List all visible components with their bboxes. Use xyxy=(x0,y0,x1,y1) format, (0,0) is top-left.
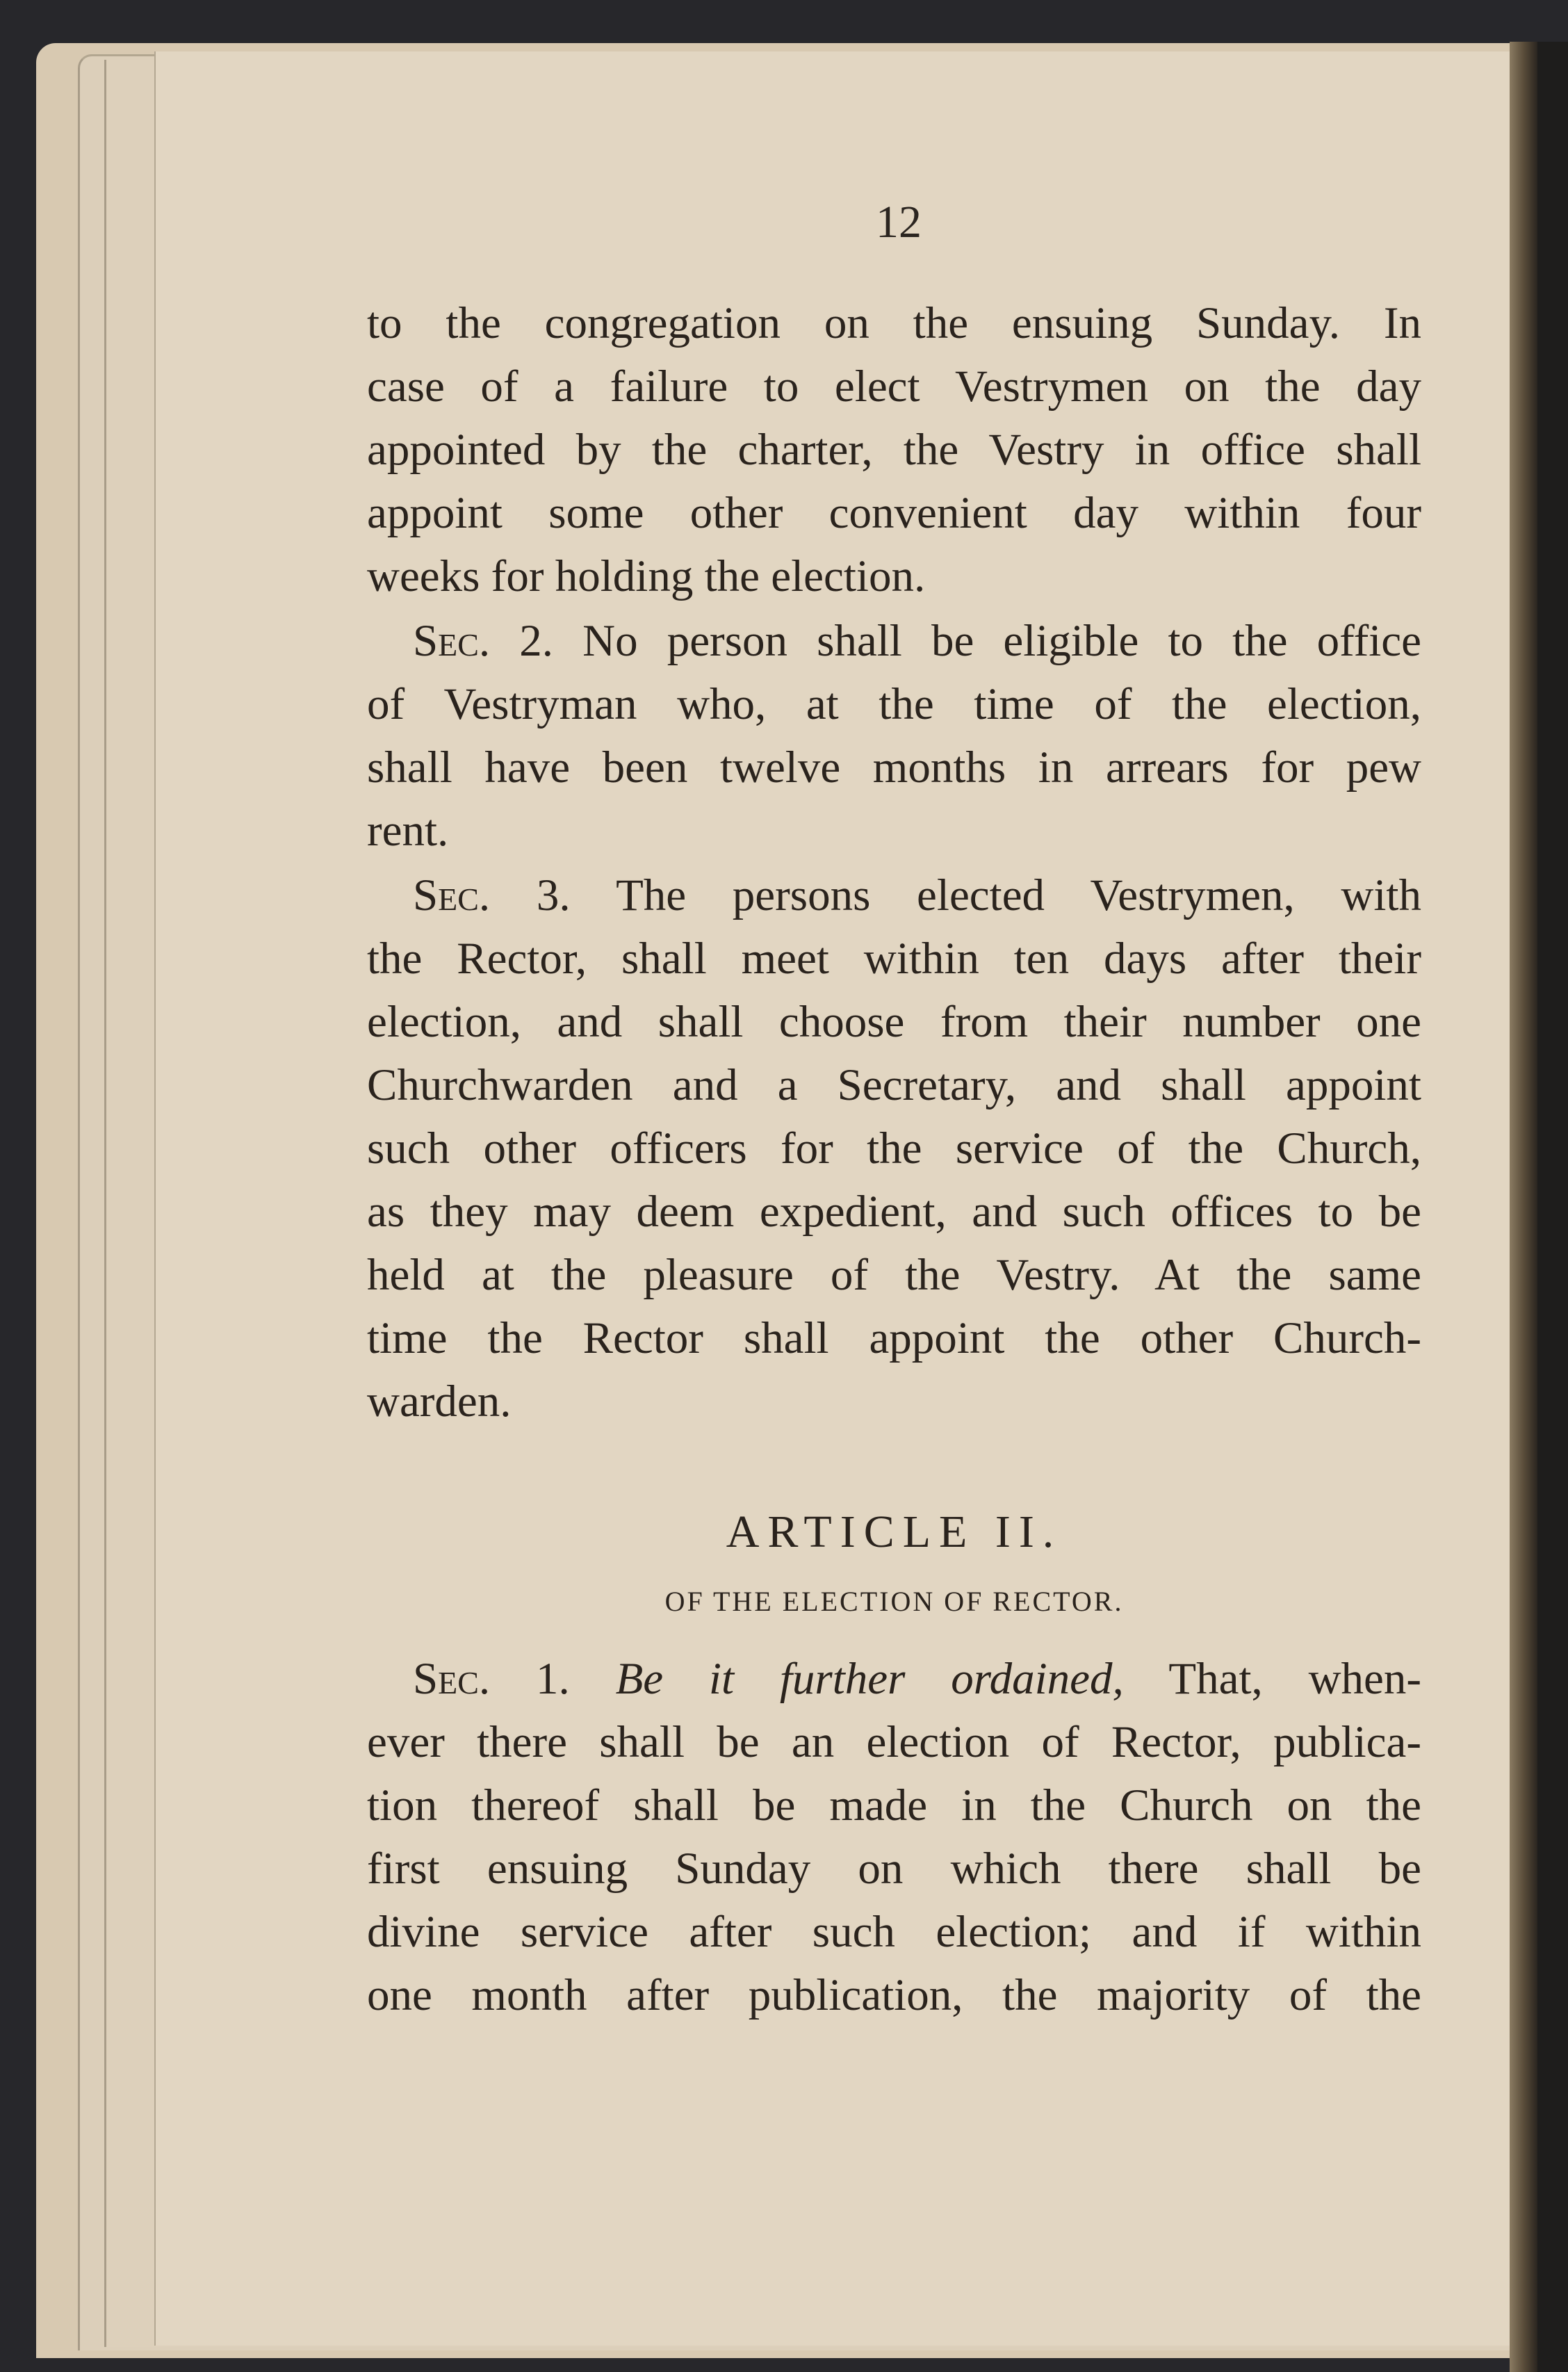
text-line xyxy=(367,1648,1421,1711)
text-line xyxy=(367,1180,1421,1244)
section-paragraph xyxy=(367,292,1421,608)
line-text: as they may deem expedient, and such offices to be xyxy=(367,1187,1421,1237)
text-line xyxy=(367,292,1421,355)
line-text: such other officers for the service of the Church, xyxy=(367,1123,1421,1173)
text-line xyxy=(367,1307,1421,1370)
text-line xyxy=(367,1244,1421,1307)
line-text: shall have been twelve months in arrears for pew xyxy=(367,742,1421,793)
line-text: election, and shall choose from their number one xyxy=(367,997,1421,1047)
section-paragraph xyxy=(367,864,1421,1433)
text-line xyxy=(367,419,1421,482)
line-text: the Rector, shall meet within ten days after their xyxy=(367,934,1421,984)
text-line xyxy=(367,610,1421,673)
italic-phrase: Be it further ordained, xyxy=(615,1654,1124,1704)
section-paragraph xyxy=(367,610,1421,863)
line-text: to the congregation on the ensuing Sunday. In xyxy=(367,298,1421,348)
text-line xyxy=(367,673,1421,736)
text-line xyxy=(367,482,1421,545)
text-line xyxy=(367,1117,1421,1180)
article-subheading: OF THE ELECTION OF RECTOR. xyxy=(664,1586,1124,1617)
page-gutter-edge xyxy=(1510,42,1537,2372)
text-line xyxy=(367,799,1421,863)
line-text: weeks for holding the election. xyxy=(367,551,926,601)
text-line xyxy=(367,1370,1421,1433)
text-line xyxy=(367,991,1421,1054)
article-i-continuation xyxy=(367,292,1421,1433)
line-text: case of a failure to elect Vestrymen on the day xyxy=(367,362,1421,412)
section-label: Sec. 2. xyxy=(413,616,554,666)
text-line xyxy=(367,736,1421,799)
line-text: No person shall be eligible to the office xyxy=(582,616,1421,666)
text-line xyxy=(367,1054,1421,1117)
text-line xyxy=(367,927,1421,991)
line-text: The persons elected Vestrymen, with xyxy=(616,870,1421,920)
article-heading: ARTICLE II. xyxy=(726,1506,1063,1557)
line-text: That, when- xyxy=(1168,1654,1422,1704)
line-text: appoint some other convenient day within four xyxy=(367,488,1421,538)
text-line xyxy=(367,864,1421,927)
text-line: divine service after such election; and if within xyxy=(367,1907,1421,1957)
section-label: Sec. 3. xyxy=(413,870,571,920)
section-label: Sec. 1. xyxy=(413,1654,570,1704)
text-line xyxy=(367,355,1421,419)
line-text: appointed by the charter, the Vestry in office shall xyxy=(367,425,1421,475)
line-text: of Vestryman who, at the time of the election, xyxy=(367,679,1421,729)
text-line: ever there shall be an election of Rector, publica- xyxy=(367,1717,1421,1767)
section-paragraph xyxy=(367,1648,1421,2027)
line-text: warden. xyxy=(367,1376,512,1427)
page-number: 12 xyxy=(876,197,922,247)
text-line xyxy=(367,545,1421,608)
facing-page-edge xyxy=(1537,42,1568,2372)
text-line: tion thereof shall be made in the Church on the xyxy=(367,1780,1421,1830)
text-line: one month after publication, the majority of the xyxy=(367,1970,1421,2020)
line-text: time the Rector shall appoint the other Church- xyxy=(367,1313,1421,1363)
line-text: rent. xyxy=(367,806,449,856)
page-body xyxy=(367,292,1421,2029)
line-text: Churchwarden and a Secretary, and shall appoint xyxy=(367,1060,1421,1110)
line-text: held at the pleasure of the Vestry. At the same xyxy=(367,1250,1421,1300)
text-line: first ensuing Sunday on which there shall be xyxy=(367,1844,1421,1894)
